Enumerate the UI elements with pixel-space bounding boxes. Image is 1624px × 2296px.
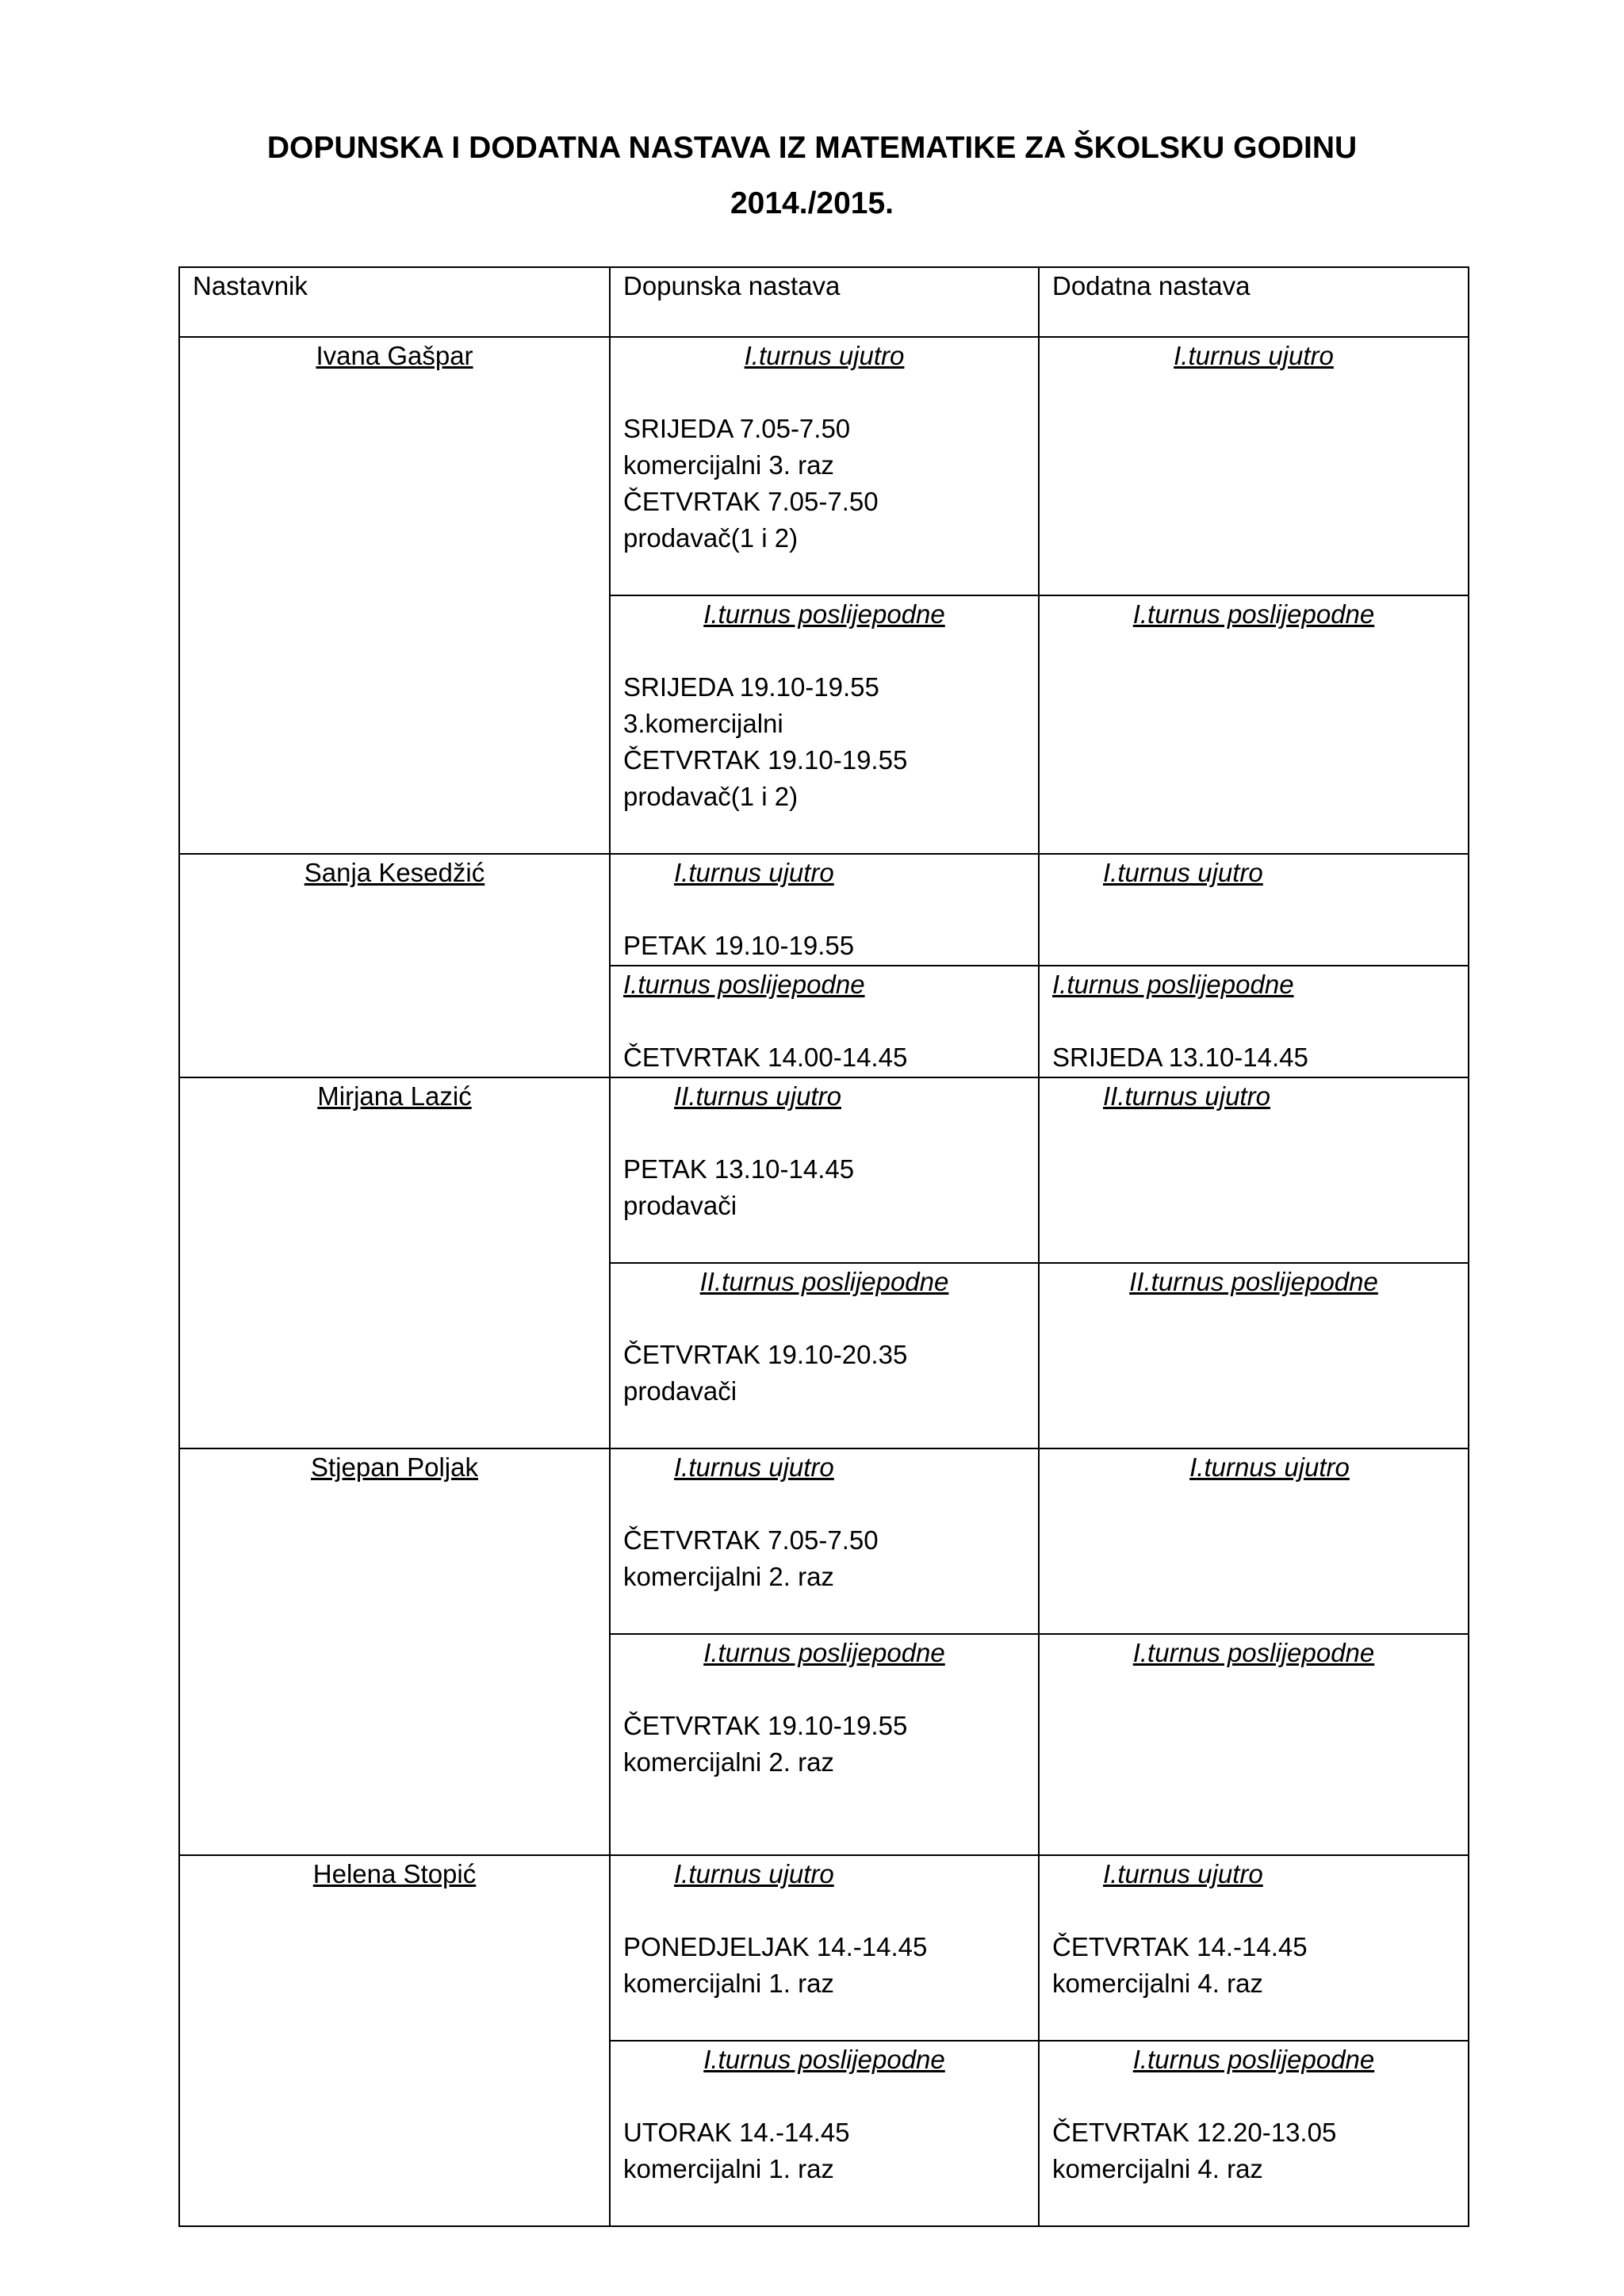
turnus-label: I.turnus ujutro (1189, 1452, 1350, 1482)
dopunska-afternoon-cell (610, 595, 1039, 854)
slot-text: SRIJEDA 7.05-7.50 komercijalni 3. raz ČETVRTAK 7.05-7.50 prodavač(1 i 2) (623, 414, 879, 553)
dopunska-afternoon-cell (610, 1263, 1039, 1448)
table-row (179, 1448, 1469, 1634)
header-dopunska: Dopunska nastava (610, 267, 1039, 337)
turnus-label: I.turnus poslijepodne (1132, 1638, 1375, 1667)
turnus-label: I.turnus ujutro (1174, 341, 1334, 370)
table-row (179, 1855, 1469, 2041)
turnus-label: I.turnus ujutro (674, 1452, 834, 1482)
dodatna-morning-cell (1039, 337, 1469, 595)
dodatna-afternoon-cell (1039, 1263, 1469, 1448)
turnus-label: I.turnus poslijepodne (703, 2045, 945, 2074)
dopunska-morning-cell (610, 1855, 1039, 2041)
title-line-2: 2014./2015. (730, 186, 894, 220)
table-row (179, 1077, 1469, 1263)
dodatna-morning-cell (1039, 1448, 1469, 1634)
slot-text: ČETVRTAK 19.10-19.55 komercijalni 2. raz (623, 1711, 908, 1777)
dodatna-afternoon-cell (1039, 595, 1469, 854)
dopunska-morning-cell (610, 1448, 1039, 1634)
header-teacher: Nastavnik (179, 267, 610, 337)
header-dodatna: Dodatna nastava (1039, 267, 1469, 337)
slot-text: UTORAK 14.-14.45 komercijalni 1. raz (623, 2118, 850, 2183)
dopunska-afternoon-cell (610, 2041, 1039, 2226)
turnus-label: I.turnus poslijepodne (703, 599, 945, 629)
turnus-label: I.turnus ujutro (744, 341, 905, 370)
slot-text: ČETVRTAK 12.20-13.05 komercijalni 4. raz (1052, 2118, 1337, 2183)
teacher-name: Stjepan Poljak (179, 1448, 610, 1855)
turnus-label: II.turnus poslijepodne (699, 1267, 949, 1296)
slot-text: ČETVRTAK 7.05-7.50 komercijalni 2. raz (623, 1525, 879, 1591)
turnus-label: I.turnus poslijepodne (623, 970, 865, 999)
slot-text: PETAK 19.10-19.55 (623, 931, 855, 960)
turnus-label: I.turnus poslijepodne (703, 1638, 945, 1667)
teacher-name: Ivana Gašpar (179, 337, 610, 854)
document-title (0, 121, 1624, 232)
table-row (179, 854, 1469, 966)
slot-text: PETAK 13.10-14.45 prodavači (623, 1154, 855, 1220)
turnus-label: I.turnus ujutro (1103, 1859, 1263, 1888)
dopunska-afternoon-cell (610, 966, 1039, 1077)
slot-text: ČETVRTAK 19.10-20.35 prodavači (623, 1340, 908, 1406)
teacher-name: Helena Stopić (179, 1855, 610, 2226)
slot-text: SRIJEDA 13.10-14.45 (1052, 1043, 1308, 1072)
dopunska-morning-cell (610, 337, 1039, 595)
table-row (179, 337, 1469, 595)
dopunska-afternoon-cell (610, 1634, 1039, 1855)
turnus-label: II.turnus ujutro (1103, 1081, 1270, 1111)
turnus-label: I.turnus poslijepodne (1132, 2045, 1375, 2074)
turnus-label: II.turnus ujutro (674, 1081, 841, 1111)
dopunska-morning-cell (610, 854, 1039, 966)
table-header-row (179, 267, 1469, 337)
dopunska-morning-cell (610, 1077, 1039, 1263)
turnus-label: I.turnus poslijepodne (1052, 970, 1294, 999)
slot-text: PONEDJELJAK 14.-14.45 komercijalni 1. raz (623, 1932, 928, 1998)
turnus-label: I.turnus poslijepodne (1132, 599, 1375, 629)
turnus-label: II.turnus poslijepodne (1129, 1267, 1378, 1296)
turnus-label: I.turnus ujutro (674, 858, 834, 887)
teacher-name: Sanja Kesedžić (179, 854, 610, 1077)
turnus-label: I.turnus ujutro (674, 1859, 834, 1888)
slot-text: ČETVRTAK 14.00-14.45 (623, 1043, 908, 1072)
dodatna-morning-cell (1039, 1077, 1469, 1263)
dodatna-morning-cell (1039, 1855, 1469, 2041)
dodatna-afternoon-cell (1039, 2041, 1469, 2226)
slot-text: ČETVRTAK 14.-14.45 komercijalni 4. raz (1052, 1932, 1308, 1998)
turnus-label: I.turnus ujutro (1103, 858, 1263, 887)
dodatna-morning-cell (1039, 854, 1469, 966)
schedule-table (178, 266, 1469, 2227)
title-line-1: DOPUNSKA I DODATNA NASTAVA IZ MATEMATIKE ZA ŠKOLSKU GODINU (266, 131, 1358, 165)
dodatna-afternoon-cell (1039, 1634, 1469, 1855)
teacher-name: Mirjana Lazić (179, 1077, 610, 1448)
dodatna-afternoon-cell (1039, 966, 1469, 1077)
slot-text: SRIJEDA 19.10-19.55 3.komercijalni ČETVRTAK 19.10-19.55 prodavač(1 i 2) (623, 672, 908, 811)
